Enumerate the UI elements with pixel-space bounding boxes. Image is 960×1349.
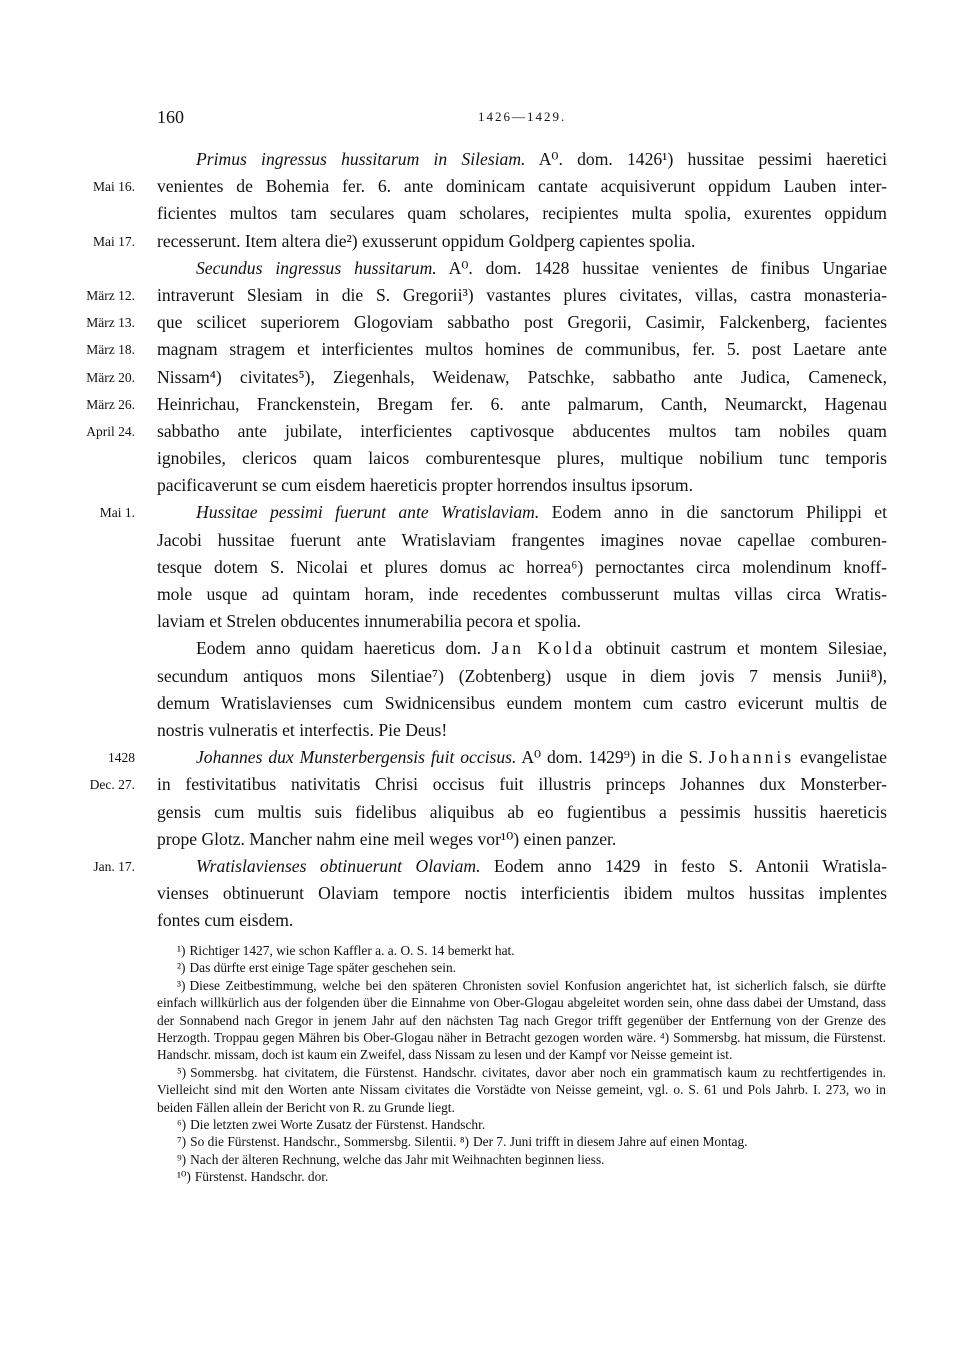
margin-date: Mai 17. <box>93 233 135 249</box>
section-heading: Hussitae pessimi fuerunt ante Wratislaviam. <box>196 502 540 523</box>
text-line <box>0 744 960 771</box>
line-body: tesque dotem S. Nicolai et plures domus ac horrea⁶) pernoctantes circa molendinum knoff- <box>157 556 887 577</box>
text-line <box>0 907 960 934</box>
text-line <box>0 472 960 499</box>
text-line <box>0 717 960 744</box>
line-body: sabbatho ante jubilate, interficientes captivosque abducentes multos tam nobiles quam <box>157 420 887 441</box>
line-body: Nissam⁴) civitates⁵), Ziegenhals, Weidenaw, Patschke, sabbatho ante Judica, Cameneck, <box>157 366 887 387</box>
line-text <box>196 744 887 771</box>
footnote <box>157 1116 886 1133</box>
running-title-years: 1426—1429. <box>478 109 567 124</box>
line-body: que scilicet superiorem Glogoviam sabbatho post Gregorii, Casimir, Falckenberg, facientes <box>157 312 887 333</box>
footnote-number: ³) <box>177 977 186 993</box>
text-line <box>0 853 960 880</box>
line-body: Eodem anno in die sanctorum Philippi et <box>551 502 887 523</box>
line-text <box>196 635 887 662</box>
footnote-number: ⁷) <box>177 1134 187 1150</box>
line-text <box>157 554 887 581</box>
line-text <box>157 527 887 554</box>
text-line <box>0 228 960 255</box>
line-body: fontes cum eisdem. <box>157 910 294 931</box>
footnote-text: Diese Zeitbestimmung, welche bei den späteren Chronisten soviel Konfusion angerichtet hat, ist sicherlich falsch, sie dürfte einfach willkürlich aus der folgenden über die Einnahme von Ober-Glogau abgeleitet worden sein, ohne dass dabei der Umstand, dass der Sonnabend nach Gregor in jenem Jahr auf den nächsten Tag nach Gregor trifft gegenüber der Entfernung von der Grenze des Herzogth. Troppau gegen Mähren bis Ober-Glogau näher in Betracht gezogen worden wäre. <box>157 977 886 1046</box>
footnote-number: ¹⁰) <box>177 1169 191 1185</box>
line-text <box>157 282 887 309</box>
line-text <box>157 309 887 336</box>
text-line <box>0 635 960 662</box>
text-line <box>0 499 960 526</box>
line-body: in festivitatibus nativitatis Chrisi occisus fuit illustris princeps Johannes dux Monsterber- <box>157 774 887 795</box>
footnote-number: ⁴) <box>660 1030 670 1046</box>
line-body: intraverunt Slesiam in die S. Gregorii³) vastantes plures civitates, villas, castra monasteria- <box>157 284 887 305</box>
text-line <box>0 771 960 798</box>
margin-date: 1428 <box>108 750 135 766</box>
line-body: A⁰. dom. 1428 hussitae venientes de finibus Ungariae <box>448 257 887 278</box>
line-text <box>157 336 887 363</box>
footnote-text: Die letzten zwei Worte Zusatz der Fürstenst. Handschr. <box>190 1117 486 1133</box>
footnote-text: Richtiger 1427, wie schon Kaffler a. a. O. S. 14 bemerkt hat. <box>189 943 515 958</box>
margin-date: April 24. <box>86 423 135 439</box>
line-text <box>157 880 887 907</box>
line-text <box>157 771 887 798</box>
line-text <box>157 391 887 418</box>
footnote-text: So die Fürstenst. Handschr., Sommersbg. Silentii. <box>190 1134 457 1150</box>
footnote-text: Nach der älteren Rechnung, welche das Jahr mit Weihnachten beginnen liess. <box>190 1151 605 1167</box>
text-line <box>0 282 960 309</box>
text-line <box>0 173 960 200</box>
line-text <box>157 690 887 717</box>
line-text <box>157 907 293 934</box>
text-line <box>0 418 960 445</box>
footnote-number: ⁵) <box>177 1064 187 1080</box>
margin-date: März 18. <box>86 342 135 358</box>
footnote-number: ⁹) <box>177 1151 187 1167</box>
line-body: A⁰. dom. 1426¹) hussitae pessimi haeretici <box>538 149 887 169</box>
footnote-number: ⁸) <box>459 1134 469 1150</box>
line-text <box>157 200 887 227</box>
line-text <box>157 364 887 391</box>
line-body: nostris vulneratis et interfectis. Pie Deus! <box>157 719 448 740</box>
section-heading: Secundus ingressus hussitarum. <box>196 257 437 278</box>
text-line <box>0 255 960 282</box>
text-line <box>0 336 960 363</box>
line-body: laviam et Strelen obducentes innumerabilia pecora et spolia. <box>157 611 582 632</box>
line-body: A⁰ dom. 1429⁹) in die S. <box>521 747 703 768</box>
page-number: 160 <box>157 107 184 127</box>
spaced-name: Johannis <box>708 747 795 768</box>
line-text <box>157 581 887 608</box>
line-text <box>196 853 887 880</box>
text-line <box>0 309 960 336</box>
footnote <box>157 942 886 959</box>
line-body: venientes de Bohemia fer. 6. ante dominicam cantate acquisiverunt oppidum Lauben inter- <box>157 176 887 197</box>
text-line <box>0 146 960 173</box>
line-text <box>157 173 887 200</box>
text-line <box>0 364 960 391</box>
line-body: Jacobi hussitae fuerunt ante Wratislaviam frangentes imagines novae capellae comburen- <box>157 529 887 550</box>
line-body: evangelistae <box>800 747 887 768</box>
text-line <box>0 391 960 418</box>
spaced-name: Jan Kolda <box>491 638 596 659</box>
line-body: Heinrichau, Franckenstein, Bregam fer. 6. ante palmarum, Canth, Neumarckt, Hagenau <box>157 393 887 414</box>
text-line <box>0 554 960 581</box>
line-body: ignobiles, clericos quam laicos comburentesque plures, multique nobilium tunc temporis <box>157 448 887 469</box>
line-body: recesserunt. Item altera die²) exusserunt oppidum Goldperg capientes spolia. <box>157 230 696 251</box>
footnote-text: Sommersbg. hat missum, die Fürstenst. Handschr. missam, doch ist kaum ein Zweifel, dass Nissam zu lesen und der Kampf vor Neisse gemeint ist. <box>157 1030 886 1063</box>
line-text <box>157 826 616 853</box>
line-text <box>196 255 887 282</box>
footnote-text: Sommersbg. hat civitatem, die Fürstenst. Handschr. civitates, davor aber noch ein grammatisch kaum zu rechtfertigendes in. Vielleicht sind mit den Worten ante Nissam civitates die Vorstädte von Neisse gemeint, vgl. o. S. 61 und Pols Jahrb. I. 273, wo in beiden Fällen allein der Bericht von R. zu Grunde liegt. <box>157 1064 886 1115</box>
footnote <box>157 1168 886 1185</box>
text-line <box>0 200 960 227</box>
running-header <box>0 107 960 131</box>
text-line <box>0 880 960 907</box>
text-line <box>0 527 960 554</box>
footnote-text: Der 7. Juni trifft in diesem Jahre auf einen Montag. <box>472 1134 748 1150</box>
footnote <box>157 1064 886 1116</box>
line-body: gensis cum multis suis fidelibus aliquibus ab eo fugientibus a pessimis hussitis haereticis <box>157 801 887 822</box>
line-body: secundum antiquos mons Silentiae⁷) (Zobtenberg) usque in diem jovis 7 mensis Junii⁸), <box>157 665 887 686</box>
line-text <box>157 608 581 635</box>
line-text <box>157 445 887 472</box>
text-line <box>0 581 960 608</box>
line-body: prope Glotz. Mancher nahm eine meil weges vor¹⁰) einen panzer. <box>157 828 617 849</box>
footnote <box>157 1133 886 1150</box>
text-line <box>0 608 960 635</box>
footnote <box>157 959 886 976</box>
line-text <box>157 799 887 826</box>
line-text <box>157 228 695 255</box>
footnotes <box>157 942 886 1186</box>
footnote-text: Fürstenst. Handschr. dor. <box>194 1169 329 1185</box>
line-text <box>157 717 447 744</box>
footnote <box>157 977 886 1064</box>
line-text <box>157 418 887 445</box>
main-text <box>0 146 960 934</box>
section-heading: Primus ingressus hussitarum in Silesiam. <box>196 149 526 169</box>
line-body: Eodem anno 1429 in festo S. Antonii Wratisla- <box>494 855 887 876</box>
margin-date: Dec. 27. <box>89 777 135 793</box>
footnote-text: Das dürfte erst einige Tage später geschehen sein. <box>189 960 457 976</box>
line-body: vienses obtinuerunt Olaviam tempore noctis interficientis ibidem multos hussitas implentes <box>157 883 887 904</box>
text-line <box>0 690 960 717</box>
line-body: magnam stragem et interficientes multos homines de communibus, fer. 5. post Laetare ante <box>157 339 887 360</box>
text-line <box>0 445 960 472</box>
line-body: demum Wratislavienses cum Swidnicensibus eundem montem cum castro evicerunt multis de <box>157 692 887 713</box>
line-body: obtinuit castrum et montem Silesiae, <box>605 638 887 659</box>
footnote <box>157 1151 886 1168</box>
margin-date: Mai 16. <box>93 179 135 195</box>
margin-date: Mai 1. <box>99 505 135 521</box>
margin-date: Jan. 17. <box>93 858 135 874</box>
line-text <box>196 499 887 526</box>
text-line <box>0 799 960 826</box>
line-text <box>196 146 887 173</box>
line-body: pacificaverunt se cum eisdem haereticis propter horrendos insultus ipsorum. <box>157 475 693 496</box>
footnote-number: ⁶) <box>177 1117 187 1133</box>
margin-date: März 26. <box>86 396 135 412</box>
margin-date: März 20. <box>86 369 135 385</box>
footnote-number: ²) <box>177 960 186 976</box>
line-body: Eodem anno quidam haereticus dom. <box>196 638 482 659</box>
margin-date: März 12. <box>86 287 135 303</box>
footnote-number: ¹) <box>177 943 186 958</box>
text-line <box>0 663 960 690</box>
line-body: ficientes multos tam seculares quam scholares, recipientes multa spolia, exurentes oppidum <box>157 203 887 224</box>
margin-date: März 13. <box>86 315 135 331</box>
line-text <box>157 472 693 499</box>
line-body: mole usque ad quintam horam, inde recedentes combusserunt multas villas circa Wratis- <box>157 584 887 604</box>
line-text <box>157 663 887 690</box>
text-line <box>0 826 960 853</box>
section-heading: Wratislavienses obtinuerunt Olaviam. <box>196 855 481 876</box>
section-heading: Johannes dux Munsterbergensis fuit occisus. <box>196 747 517 768</box>
